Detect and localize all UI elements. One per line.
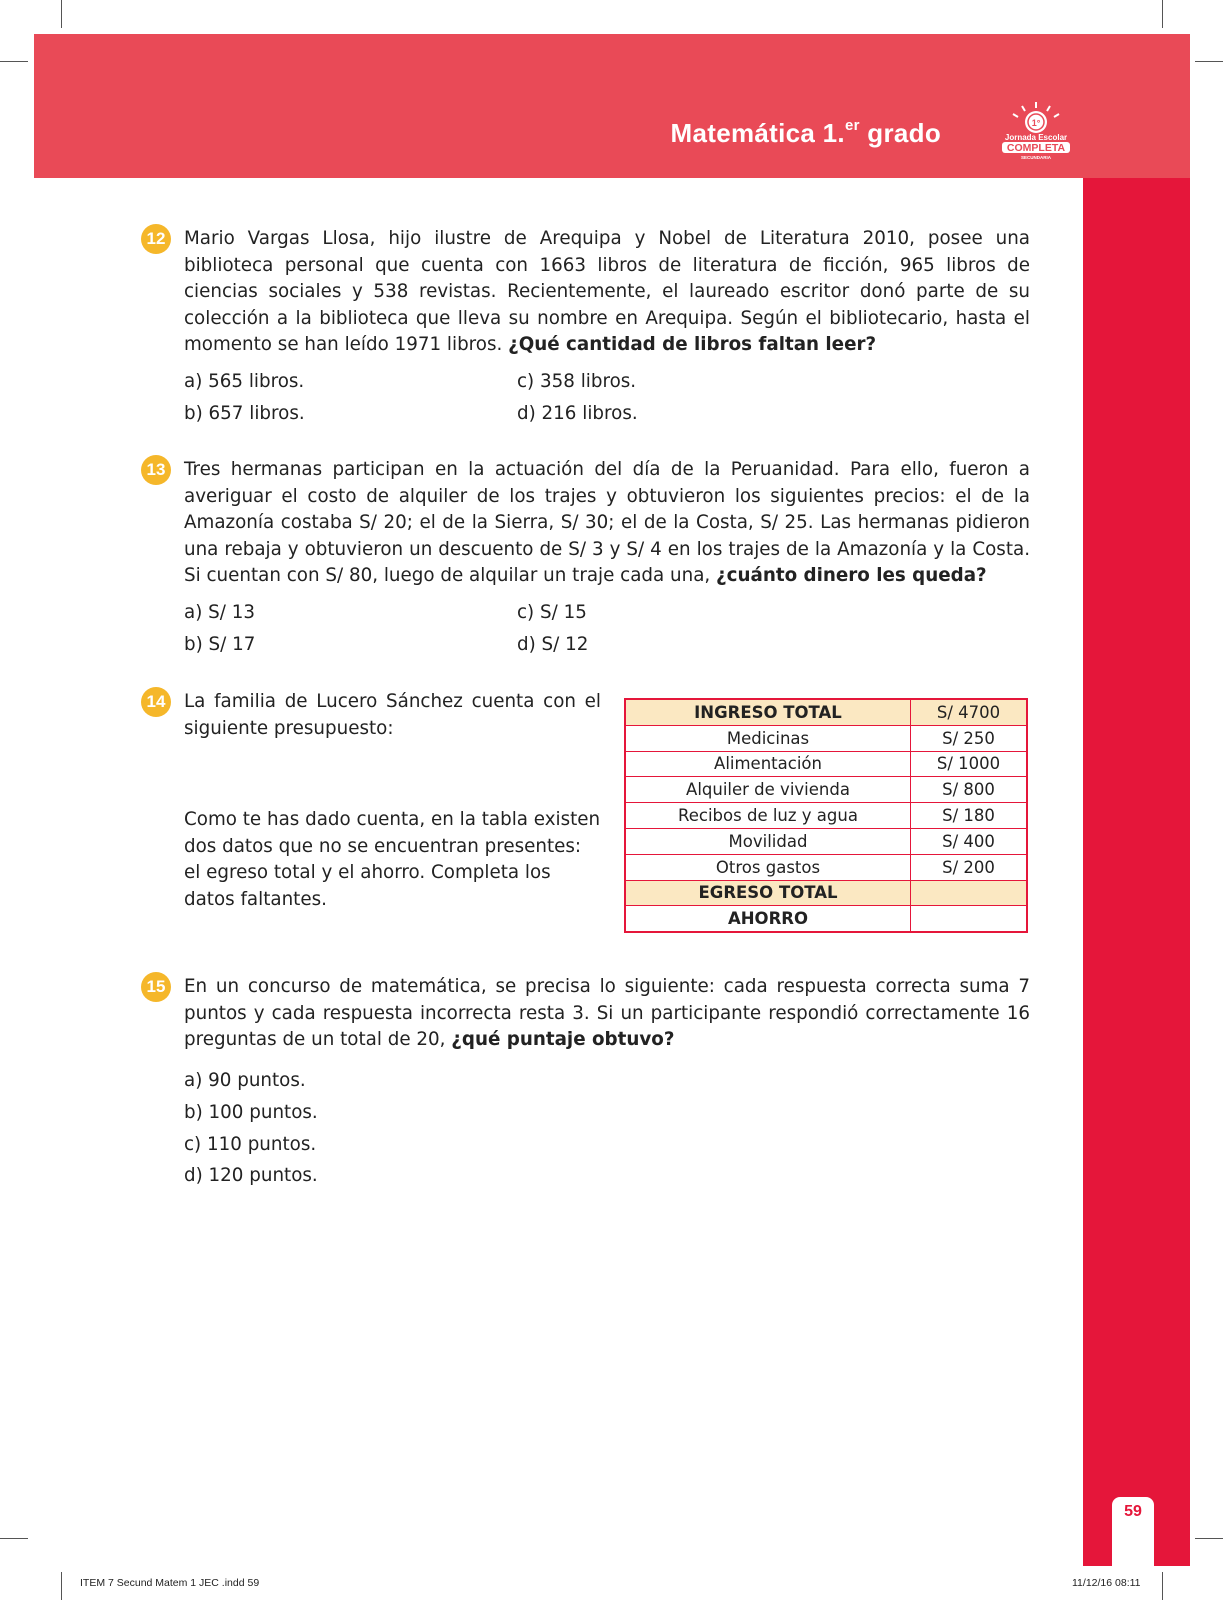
question-12-text: Mario Vargas Llosa, hijo ilustre de Arequipa y Nobel de Literatura 2010, posee una biblioteca personal que cuenta con 1663 libros de literatura de ficción, 965 libros de ciencias sociales y 538 revistas. Recientemente, el laureado escritor donó parte de su colección a la biblioteca que lleva su nombre en Arequipa. Según el bibliotecario, hasta el momento se han leído 1971 libros. ¿Qué cantidad de libros faltan leer? (184, 228, 1030, 355)
question-number-13: 13 (141, 455, 171, 485)
table-row (625, 803, 1027, 829)
crop-mark (1195, 61, 1223, 62)
table-row (625, 906, 1027, 932)
option-15d: d) 120 puntos. (184, 1165, 318, 1186)
table-row (625, 854, 1027, 880)
table-cell-value: S/ 180 (911, 803, 1028, 829)
question-14-instruction: Como te has dado cuenta, en la tabla existen dos datos que no se encuentran presentes: el egreso total y el ahorro. Completa los datos faltantes. (184, 809, 601, 910)
option-13b: b) S/ 17 (184, 634, 256, 655)
option-15a: a) 90 puntos. (184, 1070, 306, 1091)
table-cell-value: S/ 400 (911, 828, 1028, 854)
jornada-escolar-logo (996, 100, 1076, 160)
table-cell-label: AHORRO (625, 906, 911, 932)
option-13d: d) S/ 12 (517, 634, 589, 655)
question-number-14: 14 (141, 687, 171, 717)
page-number: 59 (1124, 1503, 1142, 1520)
question-14-text: La familia de Lucero Sánchez cuenta con el siguiente presupuesto: (184, 691, 601, 739)
table-cell-value: S/ 800 (911, 777, 1028, 803)
svg-text:1°: 1° (1031, 118, 1041, 128)
egreso-total-cell[interactable] (911, 880, 1028, 906)
option-12a: a) 565 libros. (184, 371, 305, 392)
option-13c: c) S/ 15 (517, 602, 587, 623)
table-row (625, 828, 1027, 854)
table-cell-label: Otros gastos (625, 854, 911, 880)
svg-text:Jornada Escolar: Jornada Escolar (1004, 133, 1068, 142)
table-cell-label: Medicinas (625, 725, 911, 751)
question-number-15: 15 (141, 972, 171, 1002)
question-13-text: Tres hermanas participan en la actuación del día de la Peruanidad. Para ello, fueron a averiguar el costo de alquiler de los trajes y obtuvieron los siguientes precios: el de la Amazonía costaba S/ 20; el de la Sierra, S/ 30; el de la Costa, S/ 25. Las hermanas pidieron una rebaja y obtuvieron un descuento de S/ 3 y S/ 4 en los trajes de la Amazonía y la Costa. Si cuentan con S/ 80, luego de alquilar un traje cada una, ¿cuánto dinero les queda? (184, 459, 1030, 586)
option-13a: a) S/ 13 (184, 602, 255, 623)
option-12c: c) 358 libros. (517, 371, 637, 392)
option-12b: b) 657 libros. (184, 403, 305, 424)
table-row (625, 751, 1027, 777)
table-cell-value: S/ 1000 (911, 751, 1028, 777)
svg-text:SECUNDARIA: SECUNDARIA (1020, 155, 1052, 160)
table-cell-value: S/ 4700 (911, 699, 1028, 725)
crop-mark (1195, 1538, 1223, 1539)
table-row (625, 699, 1027, 725)
option-15c: c) 110 puntos. (184, 1134, 317, 1155)
table-cell-label: Alimentación (625, 751, 911, 777)
table-row (625, 725, 1027, 751)
footer-file-info: ITEM 7 Secund Matem 1 JEC .indd 59 (80, 1577, 260, 1589)
table-cell-label: INGRESO TOTAL (625, 699, 911, 725)
table-row (625, 880, 1027, 906)
option-15b: b) 100 puntos. (184, 1102, 318, 1123)
footer-date: 11/12/16 08:11 (1072, 1577, 1141, 1589)
budget-table (624, 698, 1028, 933)
crop-mark (61, 1572, 62, 1600)
table-cell-label: Movilidad (625, 828, 911, 854)
question-number-12: 12 (141, 224, 171, 254)
crop-mark (0, 61, 28, 62)
page-title: Matemática 1.$^{er}$ grado (670, 117, 941, 148)
crop-mark (61, 0, 62, 28)
table-cell-value: S/ 200 (911, 854, 1028, 880)
crop-mark (1162, 0, 1163, 28)
table-cell-label: Recibos de luz y agua (625, 803, 911, 829)
table-cell-label: EGRESO TOTAL (625, 880, 911, 906)
crop-mark (0, 1538, 28, 1539)
table-cell-value: S/ 250 (911, 725, 1028, 751)
question-15-text: En un concurso de matemática, se precisa lo siguiente: cada respuesta correcta suma 7 puntos y cada respuesta incorrecta resta 3. Si un participante respondió correctamente 16 preguntas de un total de 20, ¿qué puntaje obtuvo? (184, 976, 1030, 1050)
table-cell-label: Alquiler de vivienda (625, 777, 911, 803)
ahorro-cell[interactable] (911, 906, 1028, 932)
side-strip (1083, 178, 1190, 1566)
table-row (625, 777, 1027, 803)
svg-text:COMPLETA: COMPLETA (1006, 142, 1066, 154)
option-12d: d) 216 libros. (517, 403, 638, 424)
crop-mark (1162, 1572, 1163, 1600)
